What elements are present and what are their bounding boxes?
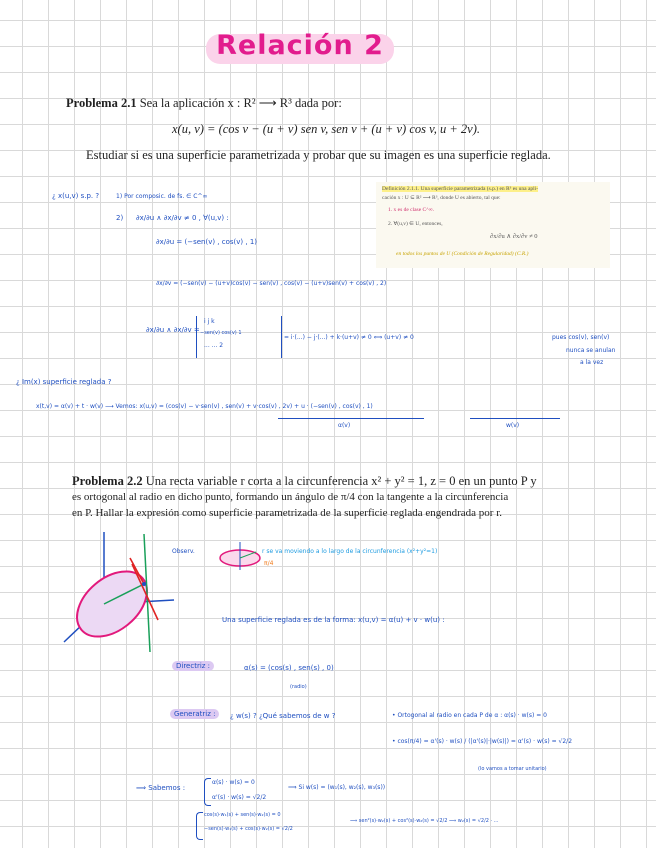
w-underline bbox=[470, 418, 560, 419]
problem-1-question: Estudiar si es una superficie parametrizada y probar que su imagen es una superficie reglada. bbox=[86, 148, 551, 162]
note-pues-2: nunca se anulan bbox=[566, 347, 616, 354]
problem-2-heading: Problema 2.2 bbox=[72, 474, 143, 488]
note-det-left: ∂x/∂u ∧ ∂x/∂v = bbox=[146, 326, 200, 334]
definition-fraction: ∂x/∂u ∧ ∂x/∂v ≠ 0 bbox=[490, 233, 538, 240]
note-directriz: α(s) = (cos(s) , sen(s) , 0) bbox=[244, 664, 334, 672]
note-xu: ∂x/∂u = (−sen(v) , cos(v) , 1) bbox=[156, 238, 258, 246]
note-det-result: = i·(...) − j·(...) + k·(u+v) ≠ 0 ⟺ (u+v) ≠ 0 bbox=[284, 334, 414, 341]
note-item-2-label: 2) bbox=[116, 214, 124, 222]
note-pues: pues cos(v), sen(v) bbox=[552, 334, 610, 341]
definition-item-3: en todos los puntos de U (Condición de Regularidad) (C.R.) bbox=[396, 251, 529, 257]
note-sabemos-2: α'(s) · w(s) = √2/2 bbox=[212, 794, 267, 801]
note-sabemos-label: ⟹ Sabemos : bbox=[136, 784, 186, 792]
definition-item-1: 1. x es de clase C^∞. bbox=[388, 207, 435, 213]
note-system-result: ⟹ sen²(s)·w₂(s) + cos²(s)·w₂(s) = √2/2 ⟹ w₂(s) = √2/2 · ... bbox=[350, 818, 499, 824]
note-ruled-definition: Una superficie reglada es de la forma: x(u,v) = α(u) + v · w(u) : bbox=[222, 616, 445, 624]
note-det-row-3: ... ... 2 bbox=[204, 342, 224, 349]
note-question-sp: ¿ x(u,v) s.p. ? bbox=[52, 192, 100, 200]
definition-line-2: cación x : U ⊆ R² ⟶ R³, donde U es abierto, tal que: bbox=[382, 195, 501, 201]
note-composition: 1) Por composic. de fs. ∈ C^∞ bbox=[116, 193, 208, 200]
note-observ: Observ. bbox=[172, 548, 195, 555]
system-brace-2 bbox=[196, 812, 203, 840]
note-si-w: ⟹ Si w(s) = (w₁(s), w₂(s), w₃(s)) bbox=[288, 784, 386, 791]
note-generatriz-label: Generatriz : bbox=[170, 710, 219, 718]
note-sabemos-1: α(s) · w(s) = 0 bbox=[212, 779, 255, 786]
definition-line-1: Definición 2.1.1. Una superficie parametrizada (s.p.) en R³ es una apli- bbox=[382, 186, 539, 192]
note-angle: • cos(π/4) = α'(s) · w(s) / (|α'(s)|·|w(s)|) = α'(s) · w(s) = √2/2 bbox=[392, 738, 573, 745]
problem-1-formula: x(u, v) = (cos v − (u + v) sen v, sen v + (u + v) cos v, u + 2v). bbox=[171, 122, 480, 136]
note-system-1: cos(s)·w₁(s) + sen(s)·w₂(s) = 0 bbox=[204, 812, 281, 818]
note-unitario: (lo vamos a tomar unitario) bbox=[478, 766, 547, 772]
problem-1-statement-line bbox=[66, 95, 626, 111]
note-det-row-2: −sen(v) cos(v) 1 bbox=[200, 330, 242, 336]
note-question-ruled: ¿ Im(x) superficie reglada ? bbox=[16, 378, 112, 386]
problem-1-statement: Sea la aplicación x : R² ⟶ R³ dada por: bbox=[139, 96, 342, 110]
problem-2-line-3: en P. Hallar la expresión como superficie parametrizada de la superficie reglada engendrada por r. bbox=[72, 507, 503, 519]
note-radio: (radio) bbox=[290, 684, 307, 690]
note-directriz-label: Directriz : bbox=[172, 662, 214, 670]
note-pi-4: π/4 bbox=[264, 560, 274, 567]
problem-1-heading: Problema 2.1 bbox=[66, 96, 137, 110]
problem-2-line-1: Problema 2.2 Una recta variable r corta a la circunferencia x² + y² = 1, z = 0 en un punto P y bbox=[72, 474, 537, 488]
system-brace-1 bbox=[204, 778, 211, 806]
note-ruled-expression: x(t,v) = α(v) + t · w(v) ⟶ Vemos: x(u,v) = (cos(v) − v·sen(v) , sen(v) + v·cos(v) , 2v) + u · (−sen(v) , cos(v) , 1) bbox=[36, 403, 373, 410]
alpha-underline bbox=[278, 418, 424, 419]
note-regularity: ∂x/∂u ∧ ∂x/∂v ≠ 0 , ∀(u,v) : bbox=[136, 214, 229, 222]
note-alpha: α(v) bbox=[338, 422, 351, 429]
problem-2-line-2: es ortogonal al radio en dicho punto, formando un ángulo de π/4 con la tangente a la circunferencia bbox=[72, 491, 509, 503]
page-title: Relación 2 bbox=[216, 30, 384, 61]
ruled-surface-sketch bbox=[54, 524, 186, 652]
note-det-row-1: i j k bbox=[204, 318, 215, 325]
note-xv: ∂x/∂v = (−sen(v) − (u+v)cos(v) − sen(v) , cos(v) − (u+v)sen(v) + cos(v) , 2) bbox=[156, 280, 387, 287]
definition-item-2: 2. ∀(u,v) ∈ U, entonces, bbox=[388, 221, 443, 227]
note-generatriz-question: ¿ w(s) ? ¿Qué sabemos de w ? bbox=[230, 712, 336, 720]
note-w: w(v) bbox=[506, 422, 520, 429]
note-system-2: −sen(s)·w₁(s) + cos(s)·w₂(s) = √2/2 bbox=[204, 826, 293, 832]
note-ortogonal: • Ortogonal al radio en cada P de α : α(s) · w(s) = 0 bbox=[392, 712, 547, 719]
note-pues-3: a la vez bbox=[580, 359, 604, 366]
circle-sketch bbox=[216, 540, 266, 574]
note-observ-text: r se va moviendo a lo largo de la circunferencia (x²+y²=1) bbox=[262, 548, 438, 555]
